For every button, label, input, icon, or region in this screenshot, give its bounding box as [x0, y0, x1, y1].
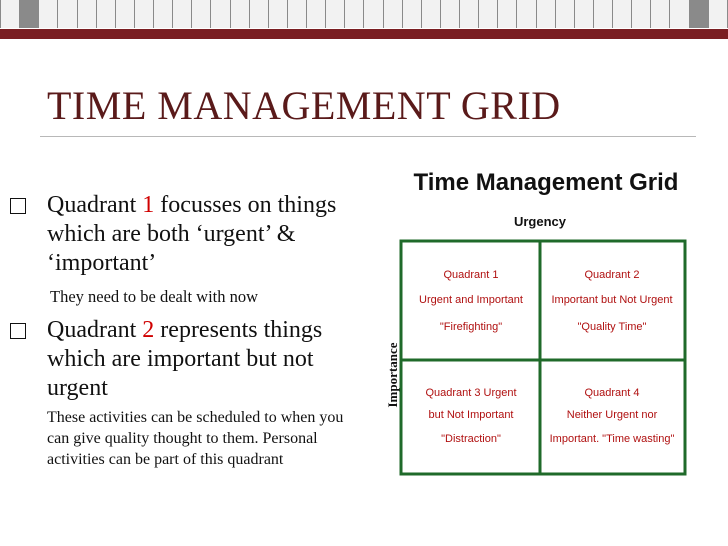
quadrant-3-line-1: Quadrant 3 Urgent [425, 387, 517, 399]
figure-title: Time Management Grid [413, 169, 679, 196]
quadrant-number: 1 [142, 192, 155, 218]
time-management-grid-figure [380, 160, 710, 480]
bullet-quadrant-1 [10, 191, 350, 278]
square-bullet-icon [10, 323, 26, 339]
quadrant-2-line-3: "Quality Time" [577, 321, 647, 333]
quadrant-2-line-1: Quadrant 2 [584, 269, 640, 281]
bullet-prefix: Quadrant [47, 317, 143, 343]
quadrant-3-line-3: "Distraction" [441, 433, 501, 445]
quadrant-1-line-2: Urgent and Important [419, 294, 523, 306]
quadrant-number: 2 [142, 317, 155, 343]
bullet-prefix: Quadrant [47, 192, 143, 218]
top-decoration-bar [0, 0, 728, 40]
checkered-strip [0, 0, 728, 30]
quadrant-3-line-2: but Not Important [428, 409, 514, 421]
bullet-quadrant-2 [10, 316, 350, 403]
bullet-text: focusses on things which are both ‘urgent’ & ‘important’ [47, 192, 337, 276]
bullet-2-subtext: These activities can be scheduled to when you can give quality thought to them. Personal activities can be part of this quadrant [47, 409, 344, 468]
square-bullet-icon [10, 198, 26, 214]
slide-title: TIME MANAGEMENT GRID [47, 83, 561, 128]
importance-axis-label: Importance [385, 342, 400, 408]
bullet-1-subtext: They need to be dealt with now [50, 287, 259, 306]
quadrant-1-cell [419, 269, 523, 333]
quadrant-4-cell [550, 387, 675, 445]
quadrant-1-line-3: "Firefighting" [439, 321, 503, 333]
quadrant-2-cell [551, 269, 672, 333]
quadrant-4-line-1: Quadrant 4 [584, 387, 640, 399]
quadrant-4-line-3: Important. "Time wasting" [549, 433, 675, 445]
title-divider [40, 136, 696, 137]
quadrant-4-line-2: Neither Urgent nor [566, 409, 658, 421]
accent-bar [0, 29, 728, 39]
quadrant-1-line-1: Quadrant 1 [443, 269, 499, 281]
quadrant-3-cell [425, 387, 516, 445]
urgency-axis-label: Urgency [513, 214, 567, 229]
bullet-text: represents things which are important but not urgent [47, 317, 323, 401]
quadrant-2-line-2: Important but Not Urgent [551, 294, 673, 306]
